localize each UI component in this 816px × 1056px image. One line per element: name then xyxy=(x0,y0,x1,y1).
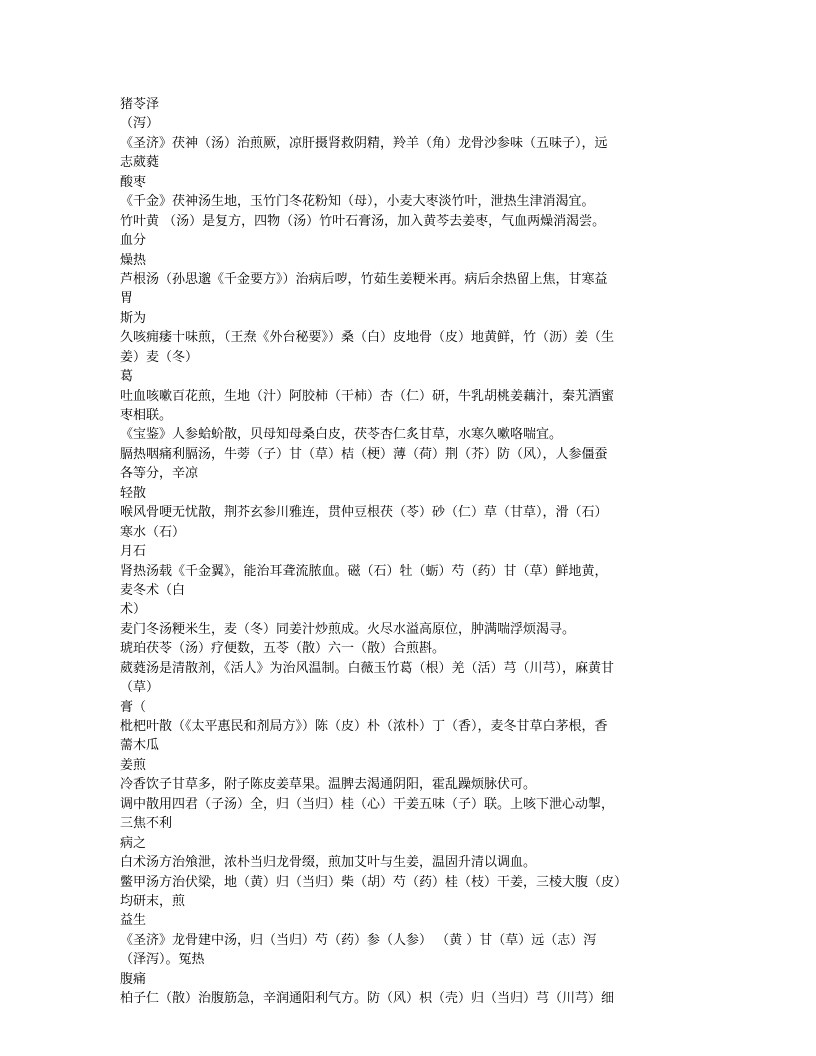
text-line: 膏（ xyxy=(120,699,147,715)
text-line: 各等分，辛凉 xyxy=(120,466,199,482)
text-line: 枣相联。 xyxy=(120,408,173,423)
text-line: 芦根汤（孙思邈《千金要方》）治病后哕，竹茹生姜粳米再。病后余热留上焦，甘寒益 xyxy=(120,271,608,287)
text-line: 轻散 xyxy=(120,485,147,501)
text-line: 血分 xyxy=(120,233,147,249)
text-line: 燥热 xyxy=(120,252,147,268)
text-line: 《千金》茯神汤生地，玉竹门冬花粉知（母），小麦大枣淡竹叶，泄热生津消渴宜。 xyxy=(120,194,595,210)
text-line: 术） xyxy=(120,602,147,618)
text-line: 《宝鉴》人参蛤蚧散，贝母知母桑白皮，茯苓杏仁炙甘草，水寒久嗽咯喘宜。 xyxy=(120,427,563,443)
text-line: 均研末，煎 xyxy=(120,893,186,909)
text-line: 吐血咳嗽百花煎，生地（汁）阿胶柿（干柿）杏（仁）研，牛乳胡桃姜藕汁，秦艽酒蜜 xyxy=(120,388,615,404)
text-line: 久咳痈痿十味煎，（王焘《外台秘要》）桑（白）皮地骨（皮）地黄鲜，竹（沥）姜（生 xyxy=(120,330,615,346)
text-line: 姜煎 xyxy=(120,757,147,773)
text-line: 益生 xyxy=(120,913,147,929)
text-body xyxy=(120,95,640,1009)
text-line: 志葳蕤 xyxy=(120,155,160,171)
text-line: 薷木瓜 xyxy=(120,738,160,754)
text-line: 喉风骨哽无忧散，荆芥玄参川雅连，贯仲豆根茯（苓）砂（仁）草（甘草），滑（石） xyxy=(120,505,608,521)
text-line: 斯为 xyxy=(120,310,147,326)
text-line: （草） xyxy=(120,680,160,696)
text-line: 竹叶黄 （汤）是复方，四物（汤）竹叶石膏汤，加入黄芩去姜枣，气血两燥消渴尝。 xyxy=(120,213,606,229)
text-line: 柏子仁（散）治腹筋急，辛润通阳利气方。防（风）枳（壳）归（当归）芎（川芎）细 xyxy=(120,991,615,1007)
text-line: 麦门冬汤粳米生，麦（冬）同姜汁炒煎成。火尽水溢高原位，肿满喘浮烦渴寻。 xyxy=(120,621,576,637)
text-line: 冷香饮子甘草多，附子陈皮姜草果。温脾去渴通阴阳，霍乱躁烦脉伏可。 xyxy=(120,777,537,793)
text-line: 膈热咽痛利膈汤，牛蒡（子）甘（草）桔（梗）薄（荷）荆（芥）防（风），人参僵蚕 xyxy=(120,446,608,462)
text-line: 白术汤方治飧泄，浓朴当归龙骨缀，煎加艾叶与生姜，温固升清以调血。 xyxy=(120,855,537,871)
text-line: 鳖甲汤方治伏梁，地（黄）归（当归）柴（胡）芍（药）桂（枝）干姜，三棱大腹（皮） xyxy=(120,874,628,890)
text-line: 葳蕤汤是清散剂，《活人》为治风温制。白薇玉竹葛（根）羌（活）芎（川芎），麻黄甘 xyxy=(120,660,615,676)
text-line: 三焦不利 xyxy=(120,816,173,832)
text-line: 《圣济》茯神（汤）治煎厥，凉肝摄肾救阴精，羚羊（角）龙骨沙参味（五味子），远 xyxy=(120,135,608,151)
text-line: 猪苓泽 xyxy=(120,97,160,112)
text-line: 调中散用四君（子汤）全，归（当归）桂（心）干姜五味（子）联。上咳下泄心动掣， xyxy=(120,796,615,812)
text-line: 胃 xyxy=(120,291,134,307)
text-line: 麦冬术（白 xyxy=(120,582,186,598)
text-line: （泻） xyxy=(120,116,160,132)
text-line: 腹痛 xyxy=(120,971,147,987)
text-line: 《圣济》龙骨建中汤，归（当归）芍（药）参（人参） （黄 ）甘（草）远（志）泻 xyxy=(120,932,597,948)
text-line: （泽泻）。冤热 xyxy=(120,952,205,968)
text-line: 葛 xyxy=(120,369,134,385)
text-line: 姜）麦（冬） xyxy=(120,349,199,365)
text-line: 肾热汤载《千金翼》，能治耳聋流脓血。磁（石）牡（蛎）芍（药）甘（草）鲜地黄， xyxy=(120,563,608,579)
text-line: 寒水（石） xyxy=(120,524,186,540)
text-line: 酸枣 xyxy=(120,174,147,190)
text-line: 月石 xyxy=(120,544,147,560)
text-line: 枇杷叶散（《太平惠民和剂局方》）陈（皮）朴（浓朴）丁（香），麦冬甘草白茅根，香 xyxy=(120,719,608,734)
text-line: 病之 xyxy=(120,835,147,851)
text-line: 琥珀茯苓（汤）疗便数，五苓（散）六一（散）合煎斟。 xyxy=(120,641,446,657)
